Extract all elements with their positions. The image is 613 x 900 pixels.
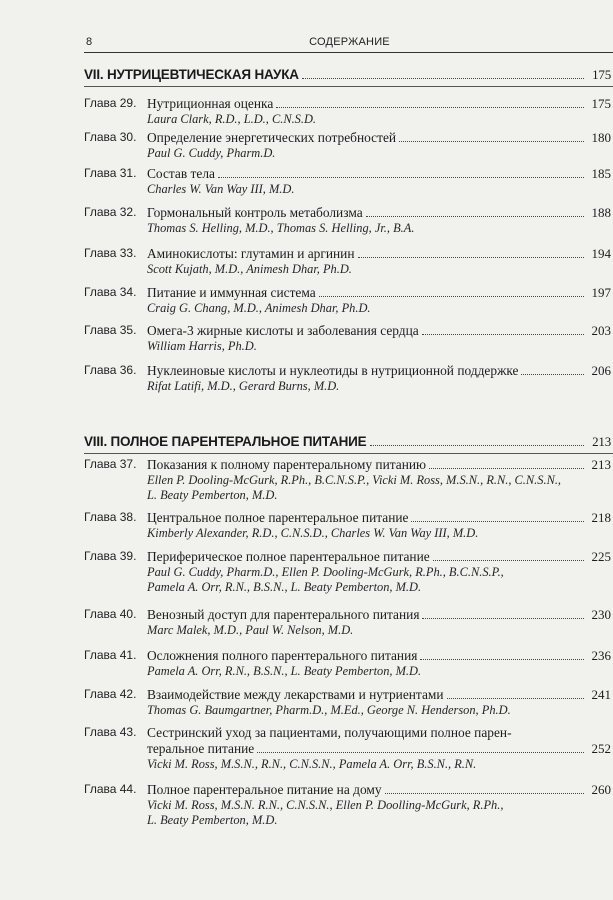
chapter-title: Сестринский уход за пациентами, получающими полное парен- <box>147 725 512 740</box>
chapter-authors: Kimberly Alexander, R.D., C.N.S.D., Charles W. Van Way III, M.D. <box>147 526 479 540</box>
chapter-body <box>147 782 611 828</box>
dot-leader <box>433 560 584 561</box>
chapter-title-line <box>147 687 611 703</box>
chapter-page: 180 <box>591 130 611 145</box>
dot-leader <box>370 445 585 446</box>
chapter-title-line <box>147 323 611 339</box>
section-heading <box>84 434 611 454</box>
chapter-page: 213 <box>591 457 611 472</box>
chapter-number: Глава 41. <box>84 648 137 662</box>
chapter-title: теральное питание <box>147 741 255 756</box>
chapter-body <box>147 96 611 127</box>
chapter-page: 188 <box>591 205 611 220</box>
dot-leader <box>358 257 584 258</box>
chapter-authors: Rifat Latifi, M.D., Gerard Burns, M.D. <box>147 379 340 393</box>
chapter-authors: Laura Clark, R.D., L.D., C.N.S.D. <box>147 112 317 126</box>
dot-leader <box>420 659 584 660</box>
chapter-title: Определение энергетических потребностей <box>147 130 397 145</box>
chapter-title: Состав тела <box>147 166 215 181</box>
dot-leader <box>422 618 584 619</box>
chapter-page: 230 <box>591 607 611 622</box>
section-page: 175 <box>592 67 611 82</box>
chapter-title: Нутриционная оценка <box>147 96 274 111</box>
chapter-page: 185 <box>591 166 611 181</box>
chapter-body <box>147 363 611 394</box>
chapter-title-line <box>147 607 611 623</box>
header-rule <box>84 52 613 53</box>
dot-leader <box>385 793 584 794</box>
chapter-number: Глава 33. <box>84 246 137 260</box>
chapter-authors: Scott Kujath, M.D., Animesh Dhar, Ph.D. <box>147 262 352 276</box>
chapter-title-line <box>147 549 611 565</box>
chapter-authors: Vicki M. Ross, M.S.N., R.N., C.N.S.N., Pamela A. Orr, B.S.N., R.N. <box>147 757 477 771</box>
chapter-page: 194 <box>591 246 611 261</box>
dot-leader <box>218 177 584 178</box>
chapter-page: 175 <box>591 96 611 111</box>
dot-leader <box>257 752 584 753</box>
chapter-page: 218 <box>591 510 611 525</box>
chapter-authors: Marc Malek, M.D., Paul W. Nelson, M.D. <box>147 623 354 637</box>
dot-leader <box>399 141 584 142</box>
chapter-authors: Ellen P. Dooling-McGurk, R.Ph., B.C.N.S.P., Vicki M. Ross, M.S.N., R.N., C.N.S.N., <box>147 473 562 487</box>
chapter-authors: Craig G. Chang, M.D., Animesh Dhar, Ph.D. <box>147 301 371 315</box>
chapter-authors: Thomas G. Baumgartner, Pharm.D., M.Ed., George N. Henderson, Ph.D. <box>147 703 511 717</box>
chapter-body <box>147 510 611 541</box>
section-rule <box>84 86 613 87</box>
section-title: VIII. ПОЛНОЕ ПАРЕНТЕРАЛЬНОЕ ПИТАНИЕ <box>84 434 367 449</box>
chapter-title-line <box>147 648 611 664</box>
chapter-body <box>147 130 611 161</box>
chapter-page: 260 <box>591 782 611 797</box>
chapter-number: Глава 36. <box>84 363 137 377</box>
chapter-number: Глава 34. <box>84 285 137 299</box>
chapter-authors: William Harris, Ph.D. <box>147 339 257 353</box>
chapter-title-line <box>147 782 611 798</box>
section-rule <box>84 453 613 454</box>
chapter-body <box>147 549 611 595</box>
chapter-number: Глава 40. <box>84 607 137 621</box>
chapter-title-line <box>147 725 611 741</box>
chapter-body <box>147 648 611 679</box>
chapter-page: 225 <box>591 549 611 564</box>
chapter-title: Взаимодействие между лекарствами и нутриентами <box>147 687 444 702</box>
chapter-number: Глава 38. <box>84 510 137 524</box>
chapter-body <box>147 725 611 772</box>
chapter-title: Омега-3 жирные кислоты и заболевания сердца <box>147 323 419 338</box>
chapter-page: 236 <box>591 648 611 663</box>
dot-leader <box>276 107 584 108</box>
chapter-title: Осложнения полного парентерального питания <box>147 648 418 663</box>
chapter-number: Глава 39. <box>84 549 137 563</box>
chapter-title: Полное парентеральное питание на дому <box>147 782 382 797</box>
section-title: VII. НУТРИЦЕВТИЧЕСКАЯ НАУКА <box>84 67 299 82</box>
chapter-authors: Thomas S. Helling, M.D., Thomas S. Helling, Jr., B.A. <box>147 221 415 235</box>
chapter-body <box>147 457 611 503</box>
chapter-title: Гормональный контроль метаболизма <box>147 205 363 220</box>
dot-leader <box>429 468 584 469</box>
chapter-title-line <box>147 166 611 182</box>
chapter-title: Аминокислоты: глутамин и аргинин <box>147 246 355 261</box>
chapter-authors: Vicki M. Ross, M.S.N. R.N., C.N.S.N., Ellen P. Doolling-McGurk, R.Ph., <box>147 798 504 812</box>
chapter-title: Питание и иммунная система <box>147 285 316 300</box>
chapter-title-line <box>147 285 611 301</box>
chapter-title: Венозный доступ для парентерального питания <box>147 607 420 622</box>
chapter-authors: Charles W. Van Way III, M.D. <box>147 182 295 196</box>
dot-leader <box>422 334 584 335</box>
chapter-number: Глава 35. <box>84 323 137 337</box>
chapter-body <box>147 687 611 718</box>
chapter-authors: L. Beaty Pemberton, M.D. <box>147 813 278 827</box>
dot-leader <box>411 521 584 522</box>
chapter-number: Глава 31. <box>84 166 137 180</box>
chapter-title-line <box>147 457 611 473</box>
chapter-authors: Paul G. Cuddy, Pharm.D. <box>147 146 276 160</box>
chapter-page: 252 <box>591 741 611 756</box>
chapter-number: Глава 44. <box>84 782 137 796</box>
chapter-title-line <box>147 510 611 526</box>
chapter-title: Центральное полное парентеральное питание <box>147 510 409 525</box>
chapter-title: Нуклеиновые кислоты и нуклеотиды в нутриционной поддержке <box>147 363 519 378</box>
chapter-number: Глава 30. <box>84 130 137 144</box>
chapter-number: Глава 32. <box>84 205 137 219</box>
dot-leader <box>319 296 584 297</box>
chapter-body <box>147 205 611 236</box>
chapter-number: Глава 37. <box>84 457 137 471</box>
page-number: 8 <box>86 36 93 48</box>
chapter-page: 206 <box>591 363 611 378</box>
dot-leader <box>366 216 584 217</box>
chapter-body <box>147 285 611 316</box>
chapter-title-line <box>147 130 611 146</box>
chapter-body <box>147 323 611 354</box>
running-title: СОДЕРЖАНИЕ <box>309 36 390 48</box>
chapter-title-line <box>147 363 611 379</box>
chapter-authors: Pamela A. Orr, R.N., B.S.N., L. Beaty Pemberton, M.D. <box>147 580 422 594</box>
chapter-title-line <box>147 96 611 112</box>
chapter-authors: Pamela A. Orr, R.N., B.S.N., L. Beaty Pemberton, M.D. <box>147 664 422 678</box>
chapter-number: Глава 43. <box>84 725 137 739</box>
chapter-title-line <box>147 741 611 757</box>
chapter-page: 197 <box>591 285 611 300</box>
section-heading <box>84 67 611 87</box>
chapter-number: Глава 42. <box>84 687 137 701</box>
chapter-authors: L. Beaty Pemberton, M.D. <box>147 488 278 502</box>
chapter-page: 241 <box>591 687 611 702</box>
dot-leader <box>447 698 584 699</box>
chapter-body <box>147 246 611 277</box>
section-page: 213 <box>592 434 611 449</box>
chapter-body <box>147 166 611 197</box>
chapter-title: Показания к полному парентеральному питанию <box>147 457 427 472</box>
chapter-authors: Paul G. Cuddy, Pharm.D., Ellen P. Dooling-McGurk, R.Ph., B.C.N.S.P., <box>147 565 504 579</box>
chapter-title-line <box>147 246 611 262</box>
dot-leader <box>302 78 584 79</box>
dot-leader <box>521 374 584 375</box>
chapter-page: 203 <box>591 323 611 338</box>
chapter-title: Периферическое полное парентеральное питание <box>147 549 430 564</box>
chapter-number: Глава 29. <box>84 96 137 110</box>
chapter-body <box>147 607 611 638</box>
chapter-title-line <box>147 205 611 221</box>
